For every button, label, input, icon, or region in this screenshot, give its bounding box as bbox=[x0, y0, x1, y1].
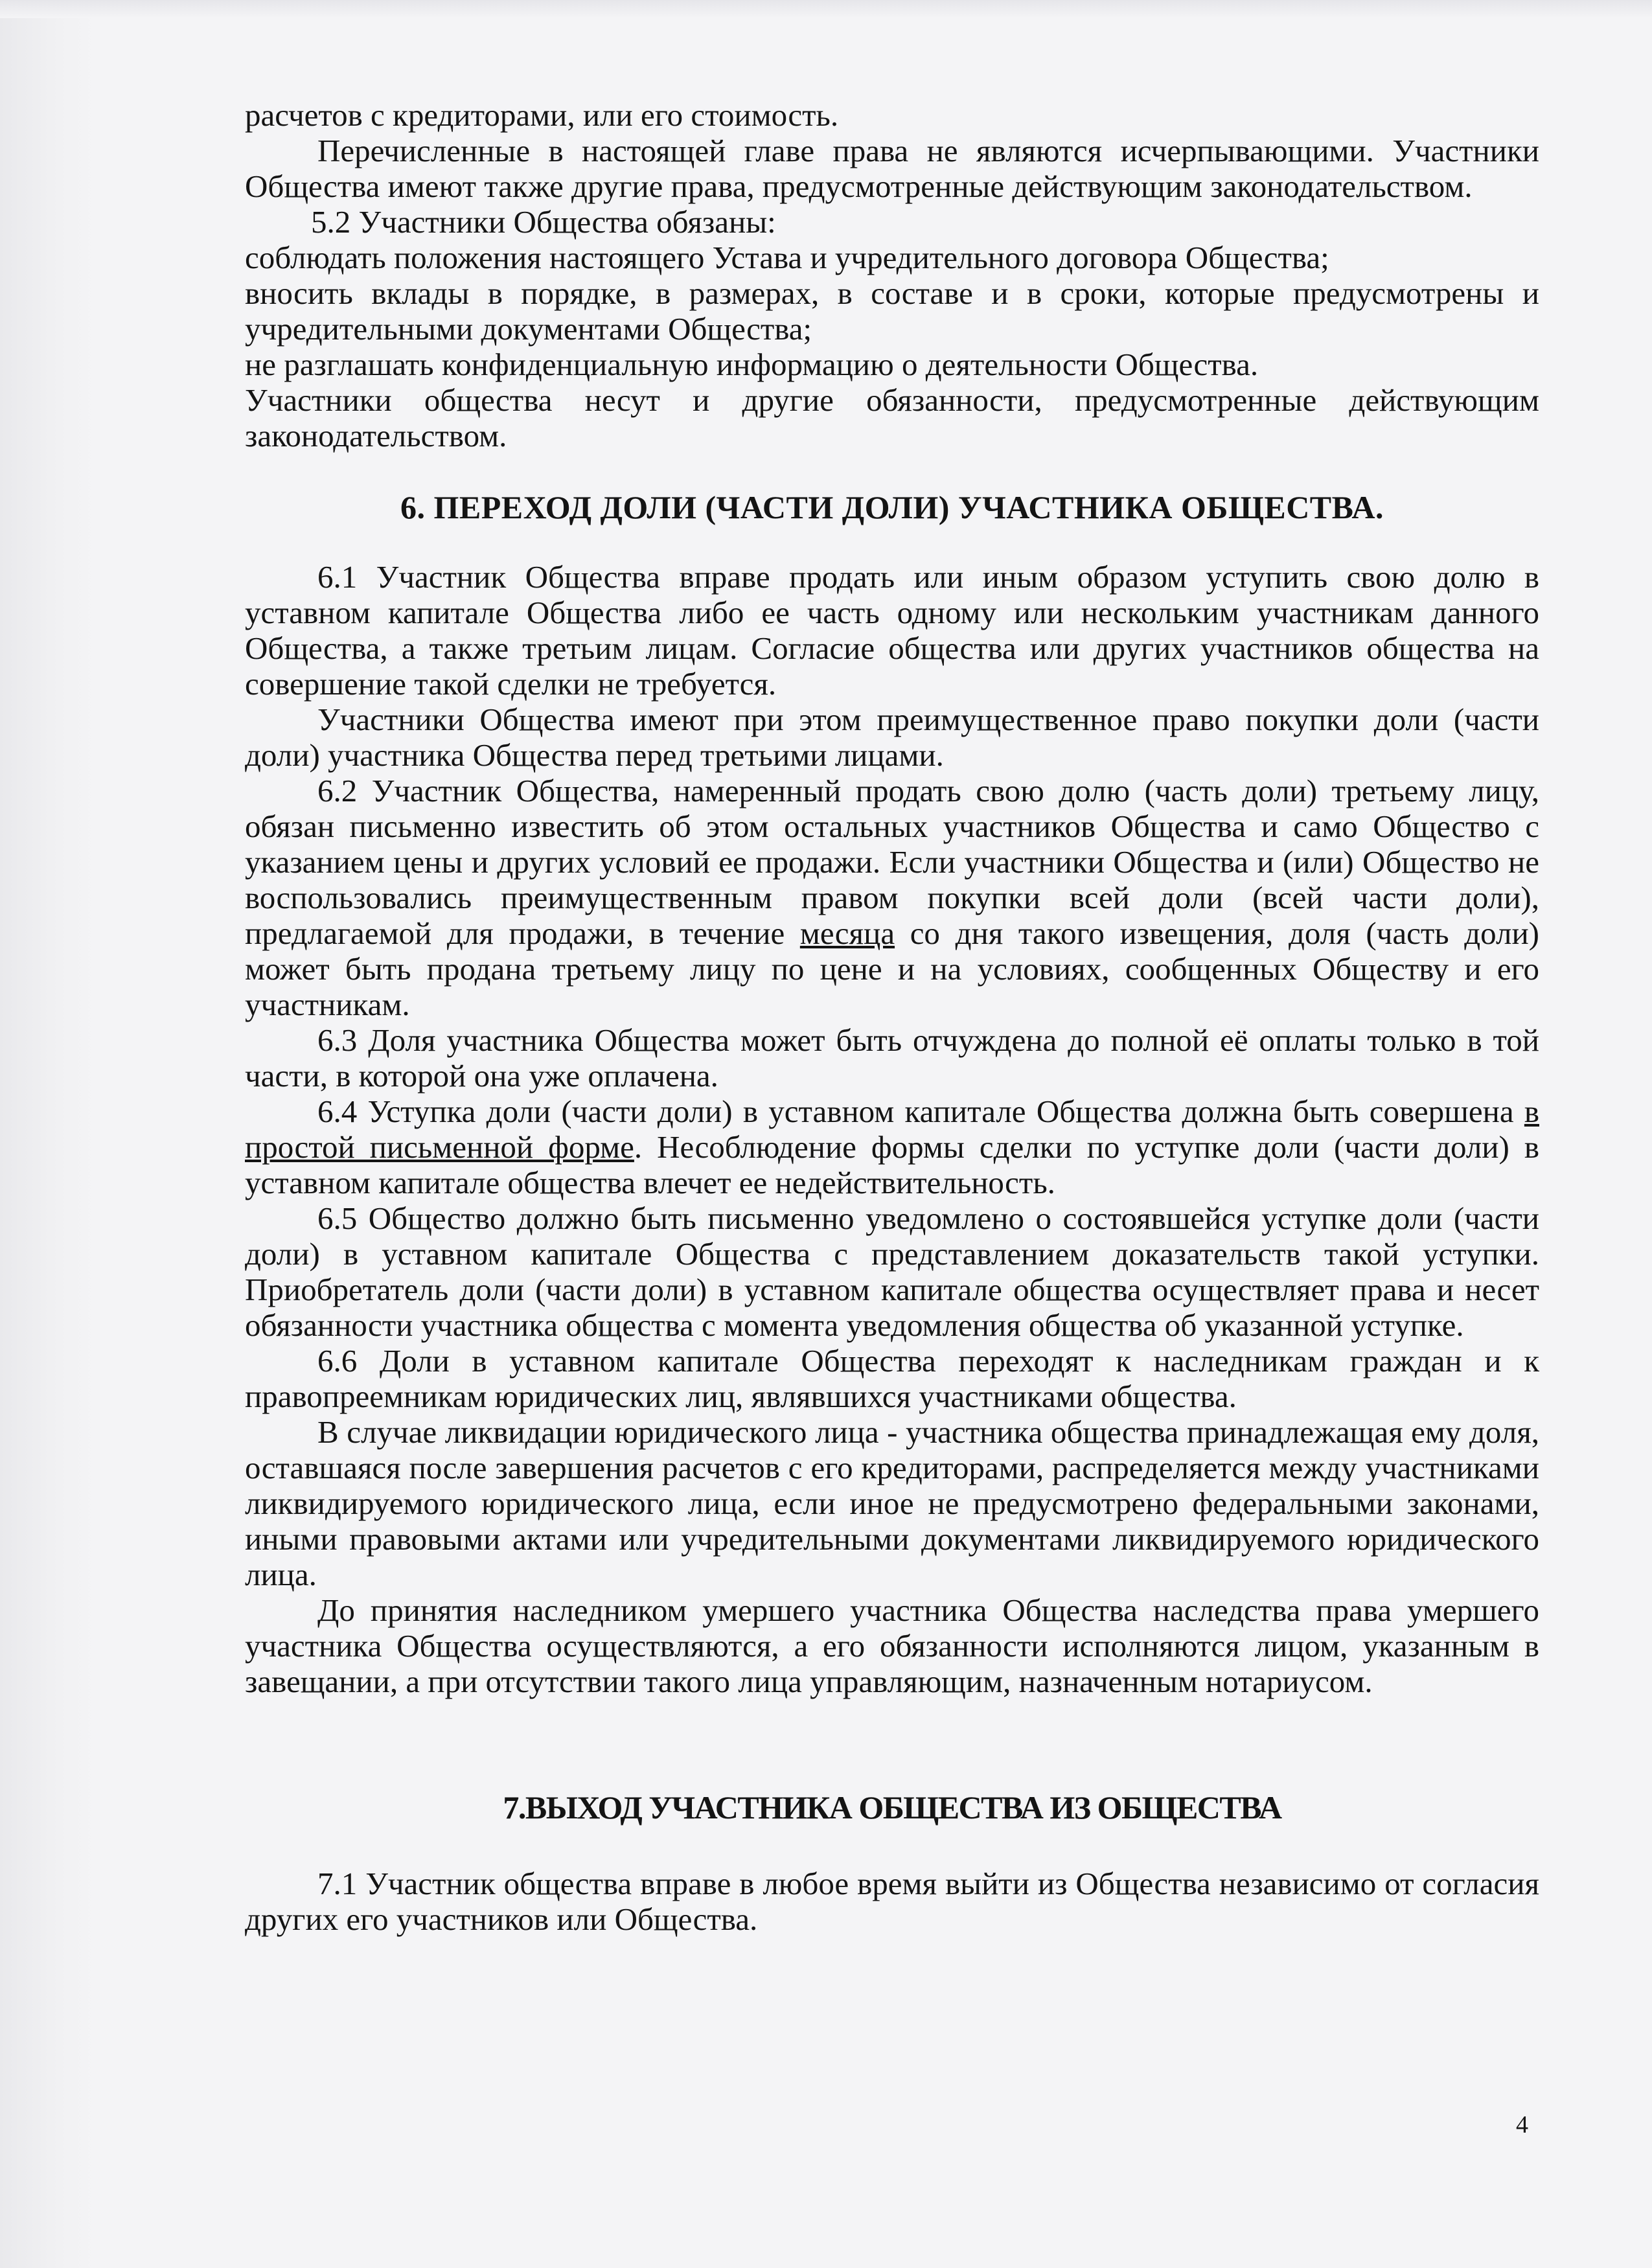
page-number: 4 bbox=[1516, 2111, 1528, 2138]
clause-6-1: 6.1 Участник Общества вправе продать или иным образом уступить свою долю в уставном капитале Общества либо ее часть одному или нескольким участникам данного Общества, а также третьим лицам. Согласие общества или других участников общества на совершение такой сделки не требуется. bbox=[245, 559, 1539, 702]
clause-6-6-heir: До принятия наследником умершего участника Общества наследства права умершего участника Общества осуществляются, а его обязанности исполняются лицом, указанным в завещании, а при отсутствии такого лица управляющим, назначенным нотариусом. bbox=[245, 1592, 1539, 1699]
duty-other: Участники общества несут и другие обязанности, предусмотренные действующим законодательством. bbox=[245, 382, 1539, 453]
clause-6-5: 6.5 Общество должно быть письменно уведомлено о состоявшейся уступке доли (части доли) в уставном капитале Общества с представлением доказательств такой уступки. Приобретатель доли (части доли) в уставном капитале общества осуществляет права и несет обязанности участника общества с момента уведомления общества об указанной уступке. bbox=[245, 1200, 1539, 1343]
section-6-heading: 6. ПЕРЕХОД ДОЛИ (ЧАСТИ ДОЛИ) УЧАСТНИКА ОБЩЕСТВА. bbox=[400, 489, 1384, 525]
clause-5-2-intro: 5.2 Участники Общества обязаны: bbox=[311, 204, 776, 240]
duty-item: вносить вклады в порядке, в размерах, в составе и в сроки, которые предусмотрены и учредительными документами Общества; bbox=[245, 275, 1539, 347]
clause-7-1: 7.1 Участник общества вправе в любое время выйти из Общества независимо от согласия других его участников или Общества. bbox=[245, 1866, 1539, 1937]
scan-shadow bbox=[0, 0, 97, 2268]
clause-6-3: 6.3 Доля участника Общества может быть отчуждена до полной её оплаты только в той части, в которой она уже оплачена. bbox=[245, 1022, 1539, 1094]
paragraph-continuation: расчетов с кредиторами, или его стоимость. bbox=[245, 97, 839, 133]
clause-6-1-preemptive: Участники Общества имеют при этом преимущественное право покупки доли (части доли) участника Общества перед третьими лицами. bbox=[245, 702, 1539, 773]
clause-6-4-text-b: . Несоблюдение формы сделки по уступке доли (части доли) в уставном капитале общества влечет ее недействительность. bbox=[245, 1129, 1539, 1200]
scan-shadow-top bbox=[0, 0, 1652, 18]
clause-6-4-underlined: в простой письменной форме bbox=[245, 1094, 1539, 1165]
clause-6-4 bbox=[245, 1094, 1539, 1200]
clause-6-6-liquidation: В случае ликвидации юридического лица - участника общества принадлежащая ему доля, оставшаяся после завершения расчетов с его кредиторами, распределяется между участниками ликвидируемого юридического лица, если иное не предусмотрено федеральными законами, иными правовыми актами или учредительными документами ликвидируемого юридического лица. bbox=[245, 1414, 1539, 1592]
paragraph-rights-not-exhaustive: Перечисленные в настоящей главе права не являются исчерпывающими. Участники Общества имеют также другие права, предусмотренные действующим законодательством. bbox=[245, 133, 1539, 204]
clause-6-2 bbox=[245, 773, 1539, 1022]
clause-6-4-text-a: 6.4 Уступка доли (части доли) в уставном капитале Общества должна быть совершена bbox=[317, 1094, 1524, 1129]
clause-6-2-text-b: со дня такого извещения, доля (часть доли) может быть продана третьему лицу по цене и на условиях, сообщенных Обществу и его участникам. bbox=[245, 915, 1540, 1022]
clause-6-2-underlined: месяца bbox=[799, 915, 895, 951]
document-page bbox=[245, 97, 1539, 1937]
clause-6-6: 6.6 Доли в уставном капитале Общества переходят к наследникам граждан и к правопреемникам юридических лиц, являвшихся участниками общества. bbox=[245, 1343, 1539, 1414]
clause-6-2-text-a: 6.2 Участник Общества, намеренный продать свою долю (часть доли) третьему лицу, обязан письменно известить об этом остальных участников Общества и само Общество с указанием цены и других условий ее продажи. Если участники Общества и (или) Общество не воспользовались преимущественным правом покупки всей доли (всей части доли), предлагаемой для продажи, в течение bbox=[245, 773, 1539, 951]
section-7-heading: 7.ВЫХОД УЧАСТНИКА ОБЩЕСТВА ИЗ ОБЩЕСТВА bbox=[503, 1789, 1281, 1826]
duty-item: не разглашать конфиденциальную информацию о деятельности Общества. bbox=[245, 347, 1259, 382]
duty-item: соблюдать положения настоящего Устава и учредительного договора Общества; bbox=[245, 240, 1329, 275]
